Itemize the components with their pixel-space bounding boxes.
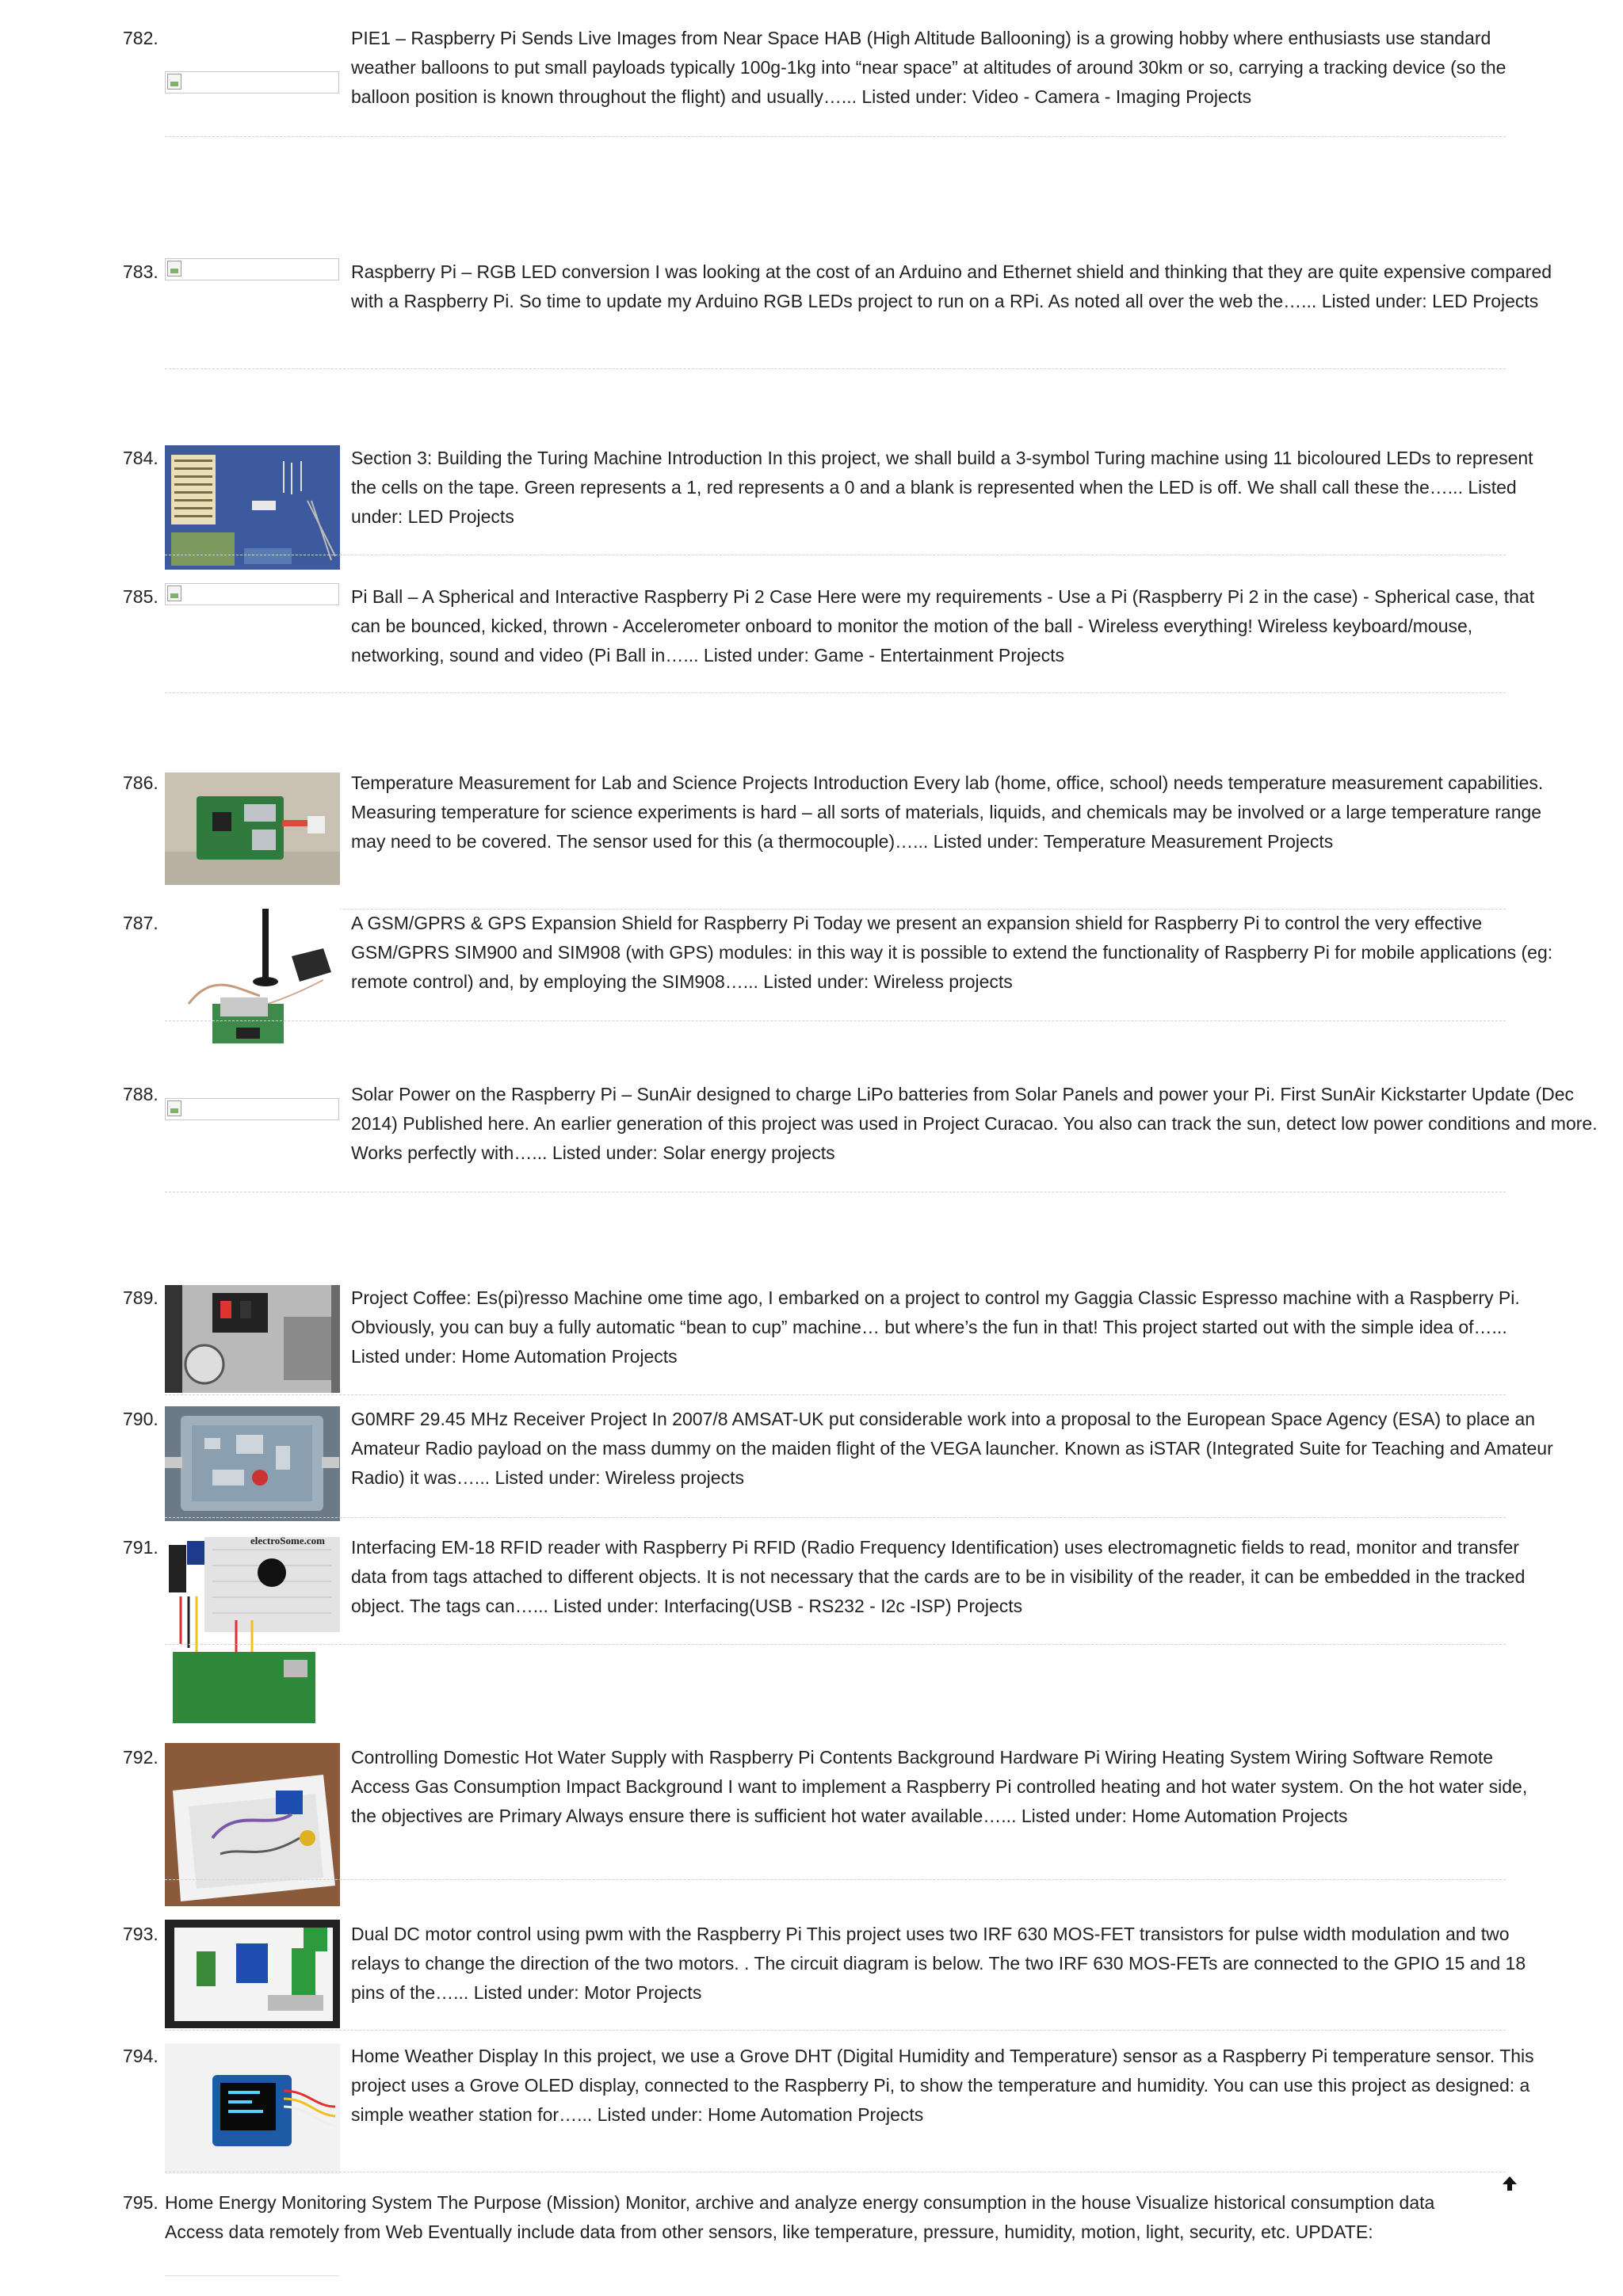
thumbnail-placeholder <box>165 2275 339 2276</box>
divider <box>165 1879 1506 1880</box>
raspberry-pi-board-photo[interactable] <box>165 772 340 885</box>
item-link[interactable]: Home Energy Monitoring System The Purpose (Mission) Monitor, archive and analyze energy consumption in the house Visualize historical consumption data Access data remotely from Web Eventually include data from other sensors, like temperature, pressure, humidity, motion, light, security, etc. UPDATE: <box>165 2192 1435 2242</box>
item-link[interactable]: Controlling Domestic Hot Water Supply with Raspberry Pi Contents Background Hardware Pi Wiring Heating System Wiring Software Remote Access Gas Consumption Impact Background I want to implement a Raspberry Pi controlled heating and hot water system. On the hot water side, the objectives are Primary Always ensure there is sufficient hot water available…... Listed under: Home Automation Projects <box>351 1747 1528 1826</box>
thumbnail-watermark: electroSome.com <box>250 1535 325 1547</box>
item-link[interactable]: Raspberry Pi – RGB LED conversion I was looking at the cost of an Arduino and Ethernet shield and thinking that they are quite expensive compared with a Raspberry Pi. So time to update my Arduino RGB LEDs project to run on a RPi. As noted all over the web the…... Listed under: LED Projects <box>351 261 1552 311</box>
broken-image-icon[interactable] <box>165 1098 339 1120</box>
item-number: 793. <box>123 1924 158 1944</box>
broken-image-icon[interactable] <box>165 71 339 93</box>
divider <box>165 1644 1506 1645</box>
item-link[interactable]: PIE1 – Raspberry Pi Sends Live Images from Near Space HAB (High Altitude Ballooning) is a growing hobby where enthusiasts use standard weather balloons to put small payloads typically 100g-1kg into “near space” at altitudes of around 30km or so, carrying a tracking device (so the balloon position is known throughout the flight) and usually…... Listed under: Video - Camera - Imaging Projects <box>351 28 1507 107</box>
divider <box>165 1517 1506 1518</box>
item-number: 791. <box>123 1537 158 1558</box>
item-number: 786. <box>123 772 158 793</box>
item-number: 789. <box>123 1287 158 1308</box>
item-number: 783. <box>123 261 158 282</box>
item-link[interactable]: Dual DC motor control using pwm with the Raspberry Pi This project uses two IRF 630 MOS-FET transistors for pulse width modulation and two relays to change the direction of the two motors. . The circuit diagram is below. The two IRF 630 MOS-FETs are connected to the GPIO 15 and 18 pins of the…... Listed under: Motor Projects <box>351 1924 1526 2003</box>
motor-control-photo[interactable] <box>165 1920 340 2028</box>
item-link[interactable]: Section 3: Building the Turing Machine Introduction In this project, we shall build a 3-symbol Turing machine using 11 bicoloured LEDs to represent the cells on the tape. Green represents a 1, red represents a 0 and a blank is represented when the LED is off. We shall call these the…... Listed under: LED Projects <box>351 448 1533 527</box>
item-number: 785. <box>123 586 158 607</box>
receiver-board-photo[interactable] <box>165 1406 340 1521</box>
item-link[interactable]: G0MRF 29.45 MHz Receiver Project In 2007/8 AMSAT-UK put considerable work into a proposal to the European Space Agency (ESA) to place an Amateur Radio payload on the mass dummy on the maiden flight of the VEGA launcher. Known as iSTAR (Integrated Suite for Teaching and Amateur Radio) it was…... Listed under: Wireless projects <box>351 1409 1553 1488</box>
item-link[interactable]: Interfacing EM-18 RFID reader with Raspberry Pi RFID (Radio Frequency Identification) uses electromagnetic fields to read, monitor and transfer data from tags attached to different objects. It is not necessary that the cards are to be in visibility of the reader, it can be embedded in the tracked object. The tags can…... Listed under: Interfacing(USB - RS232 - I2c -ISP) Projects <box>351 1537 1526 1616</box>
divider <box>165 692 1506 693</box>
breadboard-photo[interactable] <box>165 445 340 570</box>
divider <box>165 368 1506 369</box>
arrow-up-icon[interactable] <box>1500 2174 1519 2193</box>
item-number: 792. <box>123 1747 158 1768</box>
item-link[interactable]: Solar Power on the Raspberry Pi – SunAir designed to charge LiPo batteries from Solar Panels and power your Pi. First SunAir Kickstarter Update (Dec 2014) Published here. An earlier generation of this project was used in Project Curacao. You also can track the sun, detect low power conditions and more. Works perfectly with…... Listed under: Solar energy projects <box>351 1084 1598 1163</box>
oled-display-photo[interactable] <box>165 2043 340 2174</box>
item-link[interactable]: Temperature Measurement for Lab and Science Projects Introduction Every lab (home, office, school) needs temperature measurement capabilities. Measuring temperature for science experiments is hard – all sorts of materials, liquids, and chemicals may be involved or a large temperature range may need to be covered. The sensor used for this (a thermocouple)…... Listed under: Temperature Measurement Projects <box>351 772 1544 852</box>
item-number: 788. <box>123 1084 158 1104</box>
divider <box>165 136 1506 137</box>
divider <box>165 1394 1506 1395</box>
gsm-shield-photo[interactable] <box>165 909 340 1058</box>
rfid-wiring-diagram[interactable] <box>165 1533 340 1726</box>
espresso-machine-photo[interactable] <box>165 1285 340 1393</box>
item-number: 784. <box>123 448 158 468</box>
broken-image-icon[interactable] <box>165 583 339 605</box>
relay-box-photo[interactable] <box>165 1743 340 1906</box>
divider <box>165 1020 1506 1021</box>
item-number: 794. <box>123 2046 158 2066</box>
divider <box>165 2030 1506 2031</box>
item-number: 790. <box>123 1409 158 1429</box>
item-link[interactable]: A GSM/GPRS & GPS Expansion Shield for Raspberry Pi Today we present an expansion shield for Raspberry Pi to control the very effective GSM/GPRS SIM900 and SIM908 (with GPS) modules: in this way it is possible to extend the functionality of Raspberry Pi for mobile applications (eg: remote control) and, by employing the SIM908…... Listed under: Wireless projects <box>351 913 1553 992</box>
item-number: 782. <box>123 28 158 48</box>
item-number: 795. <box>123 2192 158 2213</box>
item-link[interactable]: Pi Ball – A Spherical and Interactive Raspberry Pi 2 Case Here were my requirements - Use a Pi (Raspberry Pi 2 in the case) - Spherical case, that can be bounced, kicked, thrown - Accelerometer onboard to monitor the motion of the ball - Wireless everything! Wireless keyboard/mouse, networking, sound and video (Pi Ball in…... Listed under: Game - Entertainment Projects <box>351 586 1535 666</box>
item-number: 787. <box>123 913 158 933</box>
item-link[interactable]: Project Coffee: Es(pi)resso Machine ome time ago, I embarked on a project to control my Gaggia Classic Espresso machine with a Raspberry Pi. Obviously, you can buy a fully automatic “bean to cup” machine… but where’s the fun in that! This project started out with the simple idea of…... Listed under: Home Automation Projects <box>351 1287 1520 1367</box>
broken-image-icon[interactable] <box>165 258 339 280</box>
item-link[interactable]: Home Weather Display In this project, we use a Grove DHT (Digital Humidity and Temperature) sensor as a Raspberry Pi temperature sensor. This project uses a Grove OLED display, connected to the Raspberry Pi, to show the temperature and humidity. You can use this project as designed: a simple weather station for…... Listed under: Home Automation Projects <box>351 2046 1534 2125</box>
